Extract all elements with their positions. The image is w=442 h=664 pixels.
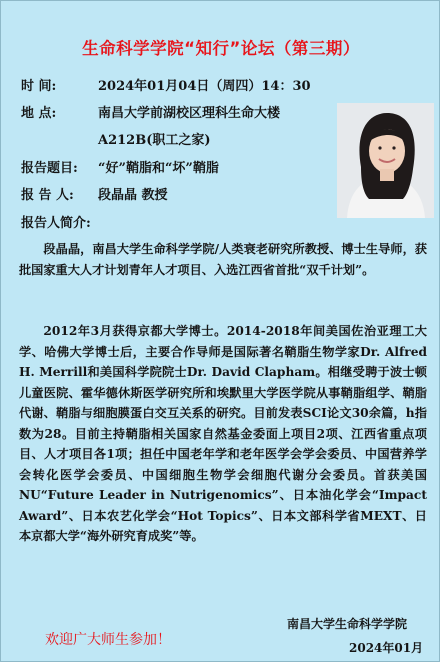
organizer-name: 南昌大学生命科学学院	[287, 617, 408, 631]
place-value-line2: A212B(职工之家)	[98, 133, 211, 148]
place-value: 南昌大学前湖校区理科生命大楼	[98, 106, 281, 121]
time-value: 2024年01月04日（周四）14：30	[98, 79, 311, 94]
speaker-row	[21, 184, 168, 203]
bio-paragraph-1: 段晶晶，南昌大学生命科学学院/人类衰老研究所教授、博士生导师，获批国家重大人才计划青年人才项目、入选江西省首批“双千计划”。	[19, 242, 427, 277]
topic-label: 报告题目:	[21, 161, 78, 176]
welcome-text: 欢迎广大师生参加！	[45, 632, 171, 648]
bio-paragraph-2: 2012年3月获得京都大学博士。2014-2018年间美国佐治亚理工大学、哈佛大学博士后，主要合作导师是国际著名鞘脂生物学家Dr. Alfred H. Merrill和美国科学院院士Dr. David Clapham。相继受聘于波士顿儿童医院、霍华德休斯医学研究所和埃默里大学医学院从事鞘脂组学、鞘脂代谢、鞘脂与细胞膜蛋白交互关系的研究。目前发表SCI论文30余篇，h指数为28。目前主持鞘脂相关国家自然基金委面上项目2项、江西省重点项目、人才项目各1项；担任中国老年学和老年医学会学会委员、中国营养学会转化医学会委员、中国细胞生物学会细胞代谢分会委员。首获美国NU“Future Leader in Nutrigenomics”、日本油化学会“Impact Award”、日本农艺化学会“Hot Topics”、日本文部科学省MEXT、日本京都大学“海外研究育成奖”等。	[19, 324, 427, 543]
speaker-photo	[337, 103, 434, 218]
intro-label: 报告人简介:	[21, 216, 91, 231]
speaker-value: 段晶晶 教授	[98, 188, 168, 203]
place-row	[21, 102, 280, 121]
issue-date: 2024年01月	[349, 641, 424, 655]
topic-value: “好”鞘脂和“坏”鞘脂	[98, 161, 219, 176]
speaker-label: 报 告 人:	[21, 188, 74, 203]
time-row	[21, 75, 311, 94]
topic-row	[21, 157, 219, 176]
time-label: 时 间:	[21, 79, 57, 94]
poster-title: 生命科学学院“知行”论坛（第三期）	[82, 39, 360, 58]
place-label: 地 点:	[21, 106, 57, 121]
